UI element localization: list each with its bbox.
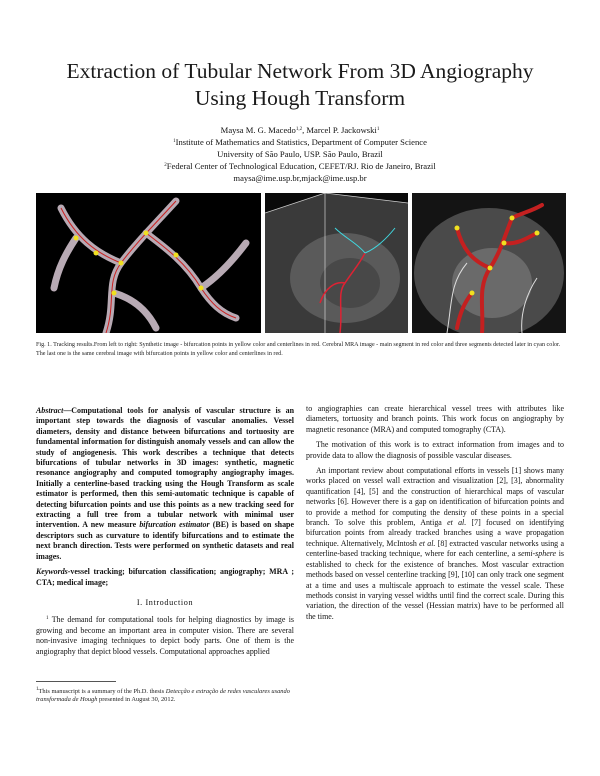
mra-panel [265, 193, 408, 333]
synthetic-vessel-panel [36, 193, 261, 333]
paragraph: The motivation of this work is to extract information from images and to provide data to allow the diagnosis of possible vascular diseases. [306, 440, 564, 460]
figure-1 [36, 193, 566, 333]
mra-bifurcation-panel [412, 193, 566, 333]
affiliation-2: $^2$Federal Center of Technological Education, CEFET/RJ. Rio de Janeiro, Brazil [164, 161, 436, 171]
footnote-rule [36, 681, 116, 682]
author-emails: maysa@ime.usp.br,mjack@ime.usp.br [233, 173, 367, 183]
keywords: Keywords-vessel tracking; bifurcation classification; angiography; MRA ; CTA; medical image; [36, 567, 294, 587]
section-heading: I. Introduction [136, 597, 194, 607]
affiliation-1b: University of São Paulo, USP. São Paulo, Brazil [217, 149, 383, 159]
paragraph: An important review about computational efforts in vessels [1] shows many works placed on vessel wall extraction and visualization [2], [3], abnormality quantification [4], [5] and the construction of hierarchical maps of vascular networks [6]. However there is a gap on identification of bifurcation points and to provide a method for computing the density of these points in a special branch. To solve this problem, Antiga et al. [7] focused on identifying bifurcation points from already tracked branches using a wave propagation technique. Alternatively, McIntosh et al. [8] extracted vascular networks using a centerline-based tracking technique, where for each centerline, a semi-sphere is established to check for the existence of branches. Most vascular extraction methods based on vessel centerline tracking [9], [10] can only track one segment at a time and uses a multiscale approach to estimate the vessel scale. These methods consist in varying vessel widths until find the correct scale. During this variation, the direction of the vessel (Hessian matrix) have to be performed all the time. [306, 466, 565, 621]
author-names: Maysa M. G. Macedo$^{1,2}$, Marcel P. Jackowski$^1$ [220, 125, 380, 135]
figure-caption: Fig. 1. Tracking results.From left to right: Synthetic image - bifurcation points in yellow color and centerlines in red. Cerebral MRA image - main segment in red color and three segments detected later in cyan color. The last one is the same cerebral image with bifurcation points in yellow color and centerlines in red. [36, 342, 561, 357]
left-column [36, 406, 294, 662]
footnote: $^1$This manuscript is a summary of the Ph.D. thesis Detecção e extração de redes vasculares usando transformada de Hough presented in August 30, 2012. [36, 687, 290, 704]
paragraph: to angiographies can create hierarchical vessel trees with attributes like diameters, tortuosity and branch points. This work focus on angiography by magnetic resonance (MRA) and computed tomography (CTA). [306, 404, 564, 434]
paper-title: Extraction of Tubular Network From 3D Angiography Using Hough Transform [66, 59, 534, 110]
intro-paragraph: $^1$ The demand for computational tools for helping diagnostics by image is growing and become an important area in computer vision. There are several non-invasive imaging techniques to depict body parts. One of them is the angiography that depict blood vessels. Computational approaches applied [36, 615, 294, 656]
right-column [306, 404, 564, 627]
abstract: Abstract—Computational tools for analysis of vascular structure is an important step towards the diagnosis of vascular anomalies. Vessel diameters, density and distance between bifurcations and tortuosity are fundamental information for distinguish anomaly vessels and can allow the study of angiogenesis. This work describes a technique that detects bifurcations of tubular networks in 3D images: synthetic, magnetic resonance angiography and computed tomography angiography images. Initially a centerline-based tracking using the Hough Transform as scale estimator is performed, then this semi-automatic technique is capable of detecting bifurcation points and use this points as a new tracking seed for extracting a full tree from a tubular network with minimal user intervention. A new measure bifurcation estimator (BE) is based on shape descriptors such as curvature to identify bifurcations and to estimate the next branch direction. Tests were performed on synthetic datasets and real images. [36, 406, 294, 561]
author-block [60, 124, 540, 184]
affiliation-1: $^1$Institute of Mathematics and Statistics, Department of Computer Science [173, 137, 427, 147]
